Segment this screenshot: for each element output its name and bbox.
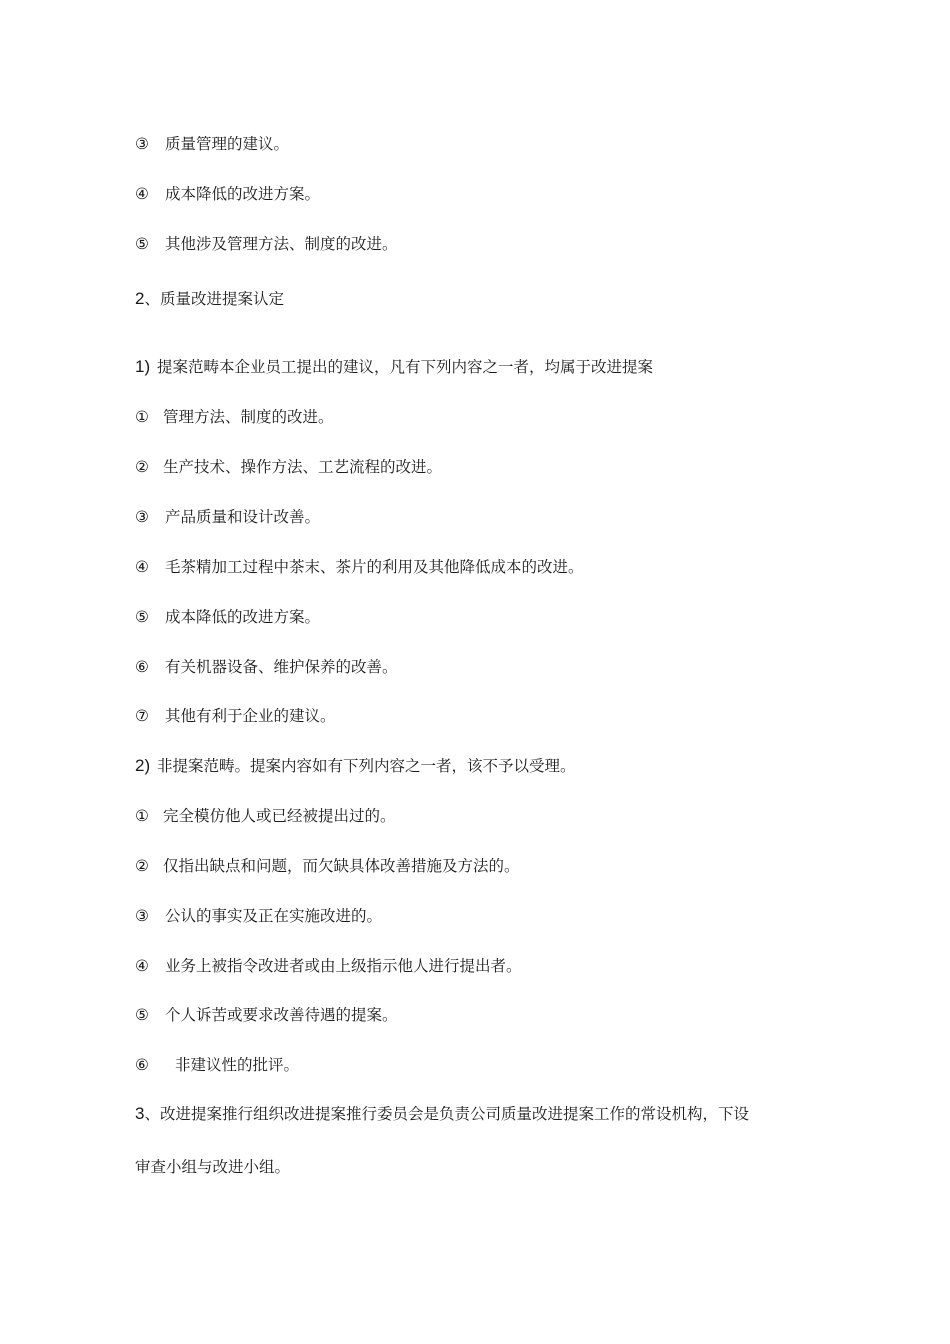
paragraph-line: [135, 806, 396, 826]
paragraph-line: [135, 1055, 299, 1075]
subsection-number: 1): [135, 357, 151, 376]
list-marker: ④: [135, 185, 149, 203]
line-text: 有关机器设备、维护保养的改善。: [165, 658, 398, 676]
section-heading: [135, 289, 284, 309]
line-text: 成本降低的改进方案。: [165, 185, 321, 203]
paragraph-line: [135, 956, 522, 976]
list-marker: ④: [135, 558, 149, 576]
line-text: 个人诉苦或要求改善待遇的提案。: [165, 1006, 398, 1024]
paragraph-line: [135, 234, 398, 254]
paragraph-line: [135, 134, 289, 154]
list-marker: ⑤: [135, 1006, 149, 1024]
paragraph-line: [135, 507, 320, 527]
list-marker: ③: [135, 135, 149, 153]
list-marker: ③: [135, 907, 149, 925]
line-text: 提案范畴本企业员工提出的建议，凡有下列内容之一者，均属于改进提案: [157, 358, 654, 376]
line-text: 完全模仿他人或已经被提出过的。: [163, 807, 396, 825]
paragraph-line: [135, 407, 334, 427]
section-number: 2: [135, 289, 145, 308]
subsection-number: 2): [135, 756, 151, 775]
line-text: 其他涉及管理方法、制度的改进。: [165, 235, 398, 253]
line-text: 质量管理的建议。: [165, 135, 290, 153]
line-text: 、改进提案推行组织改进提案推行委员会是负责公司质量改进提案工作的常设机构，下设: [144, 1105, 749, 1123]
paragraph-line: [135, 1157, 290, 1177]
line-text: 其他有利于企业的建议。: [165, 707, 336, 725]
line-text: 非提案范畴。提案内容如有下列内容之一者，该不予以受理。: [157, 757, 576, 775]
subsection-heading: [135, 357, 653, 377]
paragraph-line: [135, 906, 382, 926]
subsection-heading: [135, 756, 576, 776]
list-marker: ④: [135, 957, 149, 975]
list-marker: ③: [135, 508, 149, 526]
list-marker: ②: [135, 857, 149, 875]
list-marker: ⑤: [135, 608, 149, 626]
section-number: 3: [135, 1104, 145, 1123]
list-marker: ⑦: [135, 707, 149, 725]
line-text: 产品质量和设计改善。: [165, 508, 321, 526]
line-text: 毛茶精加工过程中茶末、茶片的利用及其他降低成本的改进。: [165, 558, 584, 576]
line-text: 仅指出缺点和问题，而欠缺具体改善措施及方法的。: [163, 857, 520, 875]
line-text: 管理方法、制度的改进。: [163, 408, 334, 426]
list-marker: ⑥: [135, 658, 149, 676]
paragraph-line: [135, 607, 320, 627]
paragraph-line: [135, 706, 336, 726]
line-text: 非建议性的批评。: [175, 1056, 300, 1074]
paragraph-line: [135, 856, 520, 876]
list-marker: ①: [135, 408, 149, 426]
list-marker: ⑥: [135, 1056, 149, 1074]
list-marker: ②: [135, 458, 149, 476]
line-text: 生产技术、操作方法、工艺流程的改进。: [163, 458, 443, 476]
paragraph-line: [135, 1005, 398, 1025]
line-text: 业务上被指令改进者或由上级指示他人进行提出者。: [165, 957, 522, 975]
paragraph-line: [135, 557, 584, 577]
paragraph-line: [135, 184, 320, 204]
line-text: 成本降低的改进方案。: [165, 608, 321, 626]
line-text: 公认的事实及正在实施改进的。: [165, 907, 383, 925]
list-marker: ⑤: [135, 235, 149, 253]
line-text: 审查小组与改进小组。: [135, 1158, 291, 1176]
list-marker: ①: [135, 807, 149, 825]
line-text: 、质量改进提案认定: [144, 290, 284, 308]
section-heading: [135, 1104, 749, 1124]
paragraph-line: [135, 657, 398, 677]
paragraph-line: [135, 457, 442, 477]
